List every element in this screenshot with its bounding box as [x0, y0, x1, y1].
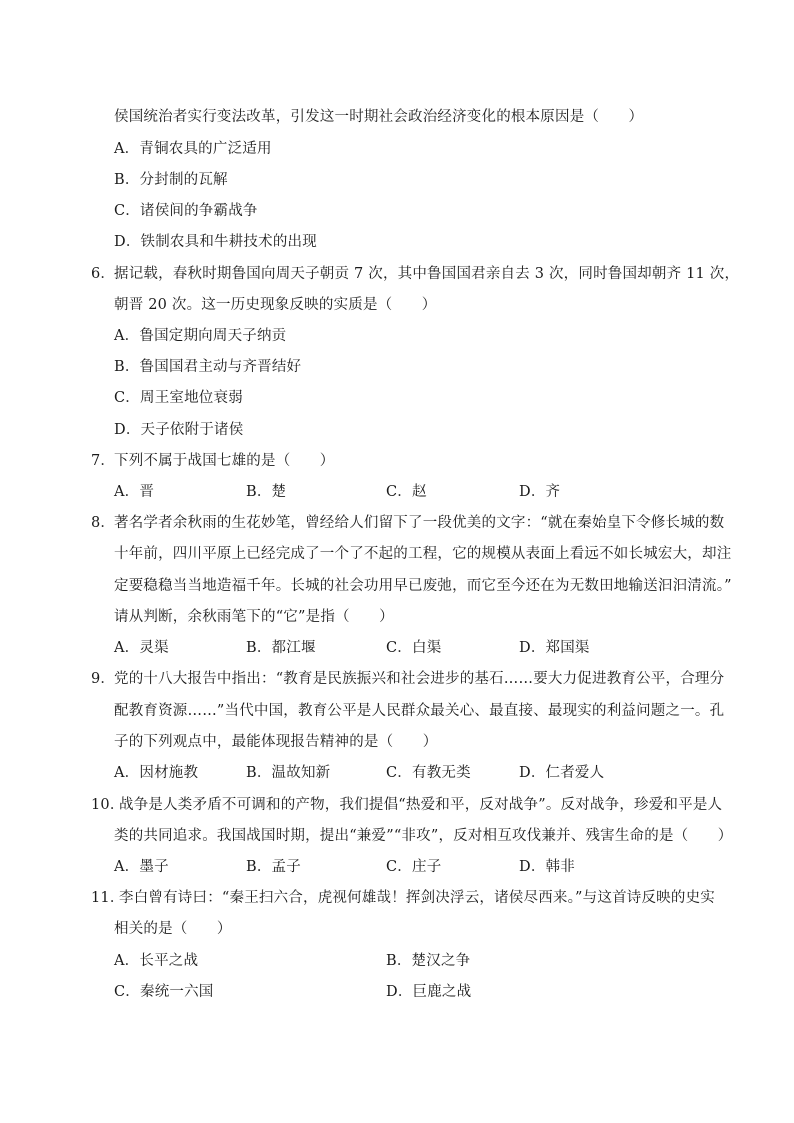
q8-stem-line: 著名学者余秋雨的生花妙笔，曾经给人们留下了一段优美的文字：“就在秦始皇下令修长城的数 [114, 515, 725, 531]
q6-option-c[interactable]: C．周王室地位衰弱 [114, 390, 243, 406]
q7-option-d[interactable]: D．齐 [519, 484, 561, 500]
q5-option-a[interactable]: A．青铜农具的广泛适用 [114, 141, 272, 157]
q8-option-d[interactable]: D．郑国渠 [519, 640, 590, 656]
q9-stem-line: 党的十八大报告中指出：“教育是民族振兴和社会进步的基石……要大力促进教育公平，合理分 [114, 671, 725, 687]
q9-number: 9． [91, 671, 116, 687]
q10-option-d[interactable]: D．韩非 [519, 859, 575, 875]
q10-option-c[interactable]: C．庄子 [386, 859, 442, 875]
q9-stem-line: 配教育资源……”当代中国，教育公平是人民群众最关心、最直接、最现实的利益问题之一。孔 [114, 703, 725, 719]
q8-stem-line: 请从判断，余秋雨笔下的“它”是指（ ） [114, 609, 394, 625]
q5-option-c[interactable]: C．诸侯间的争霸战争 [114, 203, 258, 219]
q6-number: 6． [91, 266, 116, 282]
q6-option-d[interactable]: D．天子依附于诸侯 [114, 422, 244, 438]
q6-stem-line: 据记载，春秋时期鲁国向周天子朝贡 7 次，其中鲁国国君亲自去 3 次，同时鲁国却朝齐 11 次， [114, 266, 740, 282]
q8-option-a[interactable]: A．灵渠 [114, 640, 169, 656]
q6-option-b[interactable]: B．鲁国国君主动与齐晋结好 [114, 359, 302, 375]
q7-option-c[interactable]: C．赵 [386, 484, 427, 500]
q5-option-b[interactable]: B．分封制的瓦解 [114, 172, 228, 188]
q9-option-d[interactable]: D．仁者爱人 [519, 765, 605, 781]
q10-option-a[interactable]: A．墨子 [114, 859, 169, 875]
q10-stem-line: 战争是人类矛盾不可调和的产物，我们提倡“热爱和平，反对战争”。反对战争，珍爱和平是人 [119, 797, 723, 813]
q6-stem-line: 朝晋 20 次。这一历史现象反映的实质是（ ） [114, 297, 437, 313]
q5-option-d[interactable]: D．铁制农具和牛耕技术的出现 [114, 234, 317, 250]
q10-number: 10． [91, 797, 125, 813]
q7-option-a[interactable]: A．晋 [114, 484, 155, 500]
q7-number: 7． [91, 453, 116, 469]
q11-option-b[interactable]: B．楚汉之争 [386, 953, 471, 969]
q11-number: 11． [91, 890, 125, 906]
q9-option-c[interactable]: C．有教无类 [386, 765, 471, 781]
q10-option-b[interactable]: B．孟子 [246, 859, 301, 875]
q8-stem-line: 十年前，四川平原上已经完成了一个了不起的工程，它的规模从表面上看远不如长城宏大，却注 [114, 546, 732, 562]
q8-option-c[interactable]: C．白渠 [386, 640, 442, 656]
q11-option-c[interactable]: C．秦统一六国 [114, 984, 214, 1000]
q11-option-a[interactable]: A．长平之战 [114, 953, 199, 969]
q8-number: 8． [91, 515, 116, 531]
q5-stem-line: 侯国统治者实行变法改革，引发这一时期社会政治经济变化的根本原因是（ ） [114, 109, 644, 125]
q8-stem-line: 定要稳稳当当地造福千年。长城的社会功用早已废弛，而它至今还在为无数田地输送汩汩清流。” [114, 578, 732, 594]
q9-stem-line: 子的下列观点中，最能体现报告精神的是（ ） [114, 734, 438, 750]
q7-stem-line: 下列不属于战国七雄的是（ ） [114, 453, 335, 469]
q8-option-b[interactable]: B．都江堰 [246, 640, 316, 656]
q7-option-b[interactable]: B．楚 [246, 484, 287, 500]
q11-option-d[interactable]: D．巨鹿之战 [386, 984, 472, 1000]
q9-option-b[interactable]: B．温故知新 [246, 765, 331, 781]
q11-stem-line: 相关的是（ ） [114, 921, 232, 937]
q6-option-a[interactable]: A．鲁国定期向周天子纳贡 [114, 328, 287, 344]
q10-stem-line: 类的共同追求。我国战国时期，提出“兼爱”“非攻”，反对相互攻伐兼并、残害生命的是（ ） [114, 828, 733, 844]
q11-stem-line: 李白曾有诗曰：“秦王扫六合，虎视何雄哉！挥剑决浮云，诸侯尽西来。”与这首诗反映的史实 [119, 890, 715, 906]
q9-option-a[interactable]: A．因材施教 [114, 765, 199, 781]
